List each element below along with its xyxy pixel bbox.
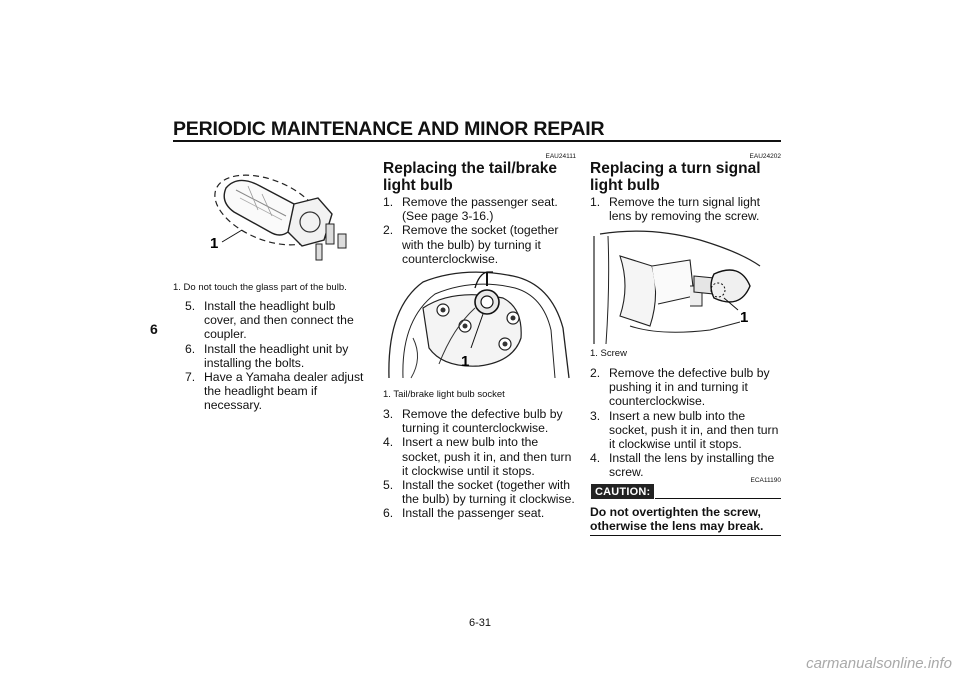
section-title: Replacing a turn signal light bulb [590,160,761,194]
list-item: 4. Insert a new bulb into the socket, push it in, and then turn it clockwise until it stops. [383,435,572,478]
step-list [383,195,576,266]
list-item: 3. Remove the defective bulb by turning it counterclockwise. [383,407,563,436]
turn-signal-figure [590,226,781,344]
list-item: 5. Install the headlight bulb cover, and then connect the coupler. [185,299,354,342]
caution-badge: CAUTION: [591,484,654,499]
list-item: 6. Install the passenger seat. [383,506,545,521]
watermark: carmanualsonline.info [806,655,952,672]
step-list [185,299,366,413]
figure-callout: 1 [210,235,219,252]
list-item: 7. Have a Yamaha dealer adjust the headlight beam if necessary. [185,370,364,413]
header-rule [173,140,781,142]
caution-rule-top [655,498,781,499]
chapter-tab: 6 [150,321,158,337]
turn-signal-illustration [590,226,781,344]
tail-light-socket-figure [383,268,575,384]
page-title: PERIODIC MAINTENANCE AND MINOR REPAIR [173,118,605,140]
figure-callout: 1 [740,309,749,326]
list-item: 5. Install the socket (together with the bulb) by turning it clockwise. [383,478,575,507]
list-item: 6. Install the headlight unit by installing the bolts. [185,341,349,370]
headlight-bulb-figure [198,160,358,280]
list-item: 2. Remove the socket (together with the bulb) by turning it counterclockwise. [383,223,559,266]
section-title: Replacing the tail/brake light bulb [383,160,557,194]
figure-caption: 1. Tail/brake light bulb socket [383,389,505,400]
headlight-bulb-illustration [198,160,358,280]
tail-light-socket-illustration [383,268,575,384]
list-item: 1. Remove the passenger seat. (See page 3-16.) [383,195,558,224]
page-number: 6-31 [468,617,492,629]
section-code: EAU24202 [749,153,781,160]
list-item: 1. Remove the turn signal light lens by removing the screw. [590,195,761,224]
figure-caption: 1. Do not touch the glass part of the bulb. [173,282,347,293]
list-item: 4. Install the lens by installing the screw. [590,451,775,480]
figure-caption: 1. Screw [590,348,627,359]
list-item: 2. Remove the defective bulb by pushing it in and turning it counterclockwise. [590,366,770,409]
step-list [590,195,781,223]
section-code: EAU24111 [545,153,576,160]
caution-rule-bottom [590,535,781,536]
caution-text: Do not overtighten the screw, otherwise the lens may break. [590,505,764,534]
step-list [383,407,576,521]
step-list [590,366,781,480]
caution-code: ECA11190 [750,477,781,484]
figure-callout: 1 [461,353,470,370]
list-item: 3. Insert a new bulb into the socket, push it in, and then turn it clockwise until it stops. [590,408,779,452]
